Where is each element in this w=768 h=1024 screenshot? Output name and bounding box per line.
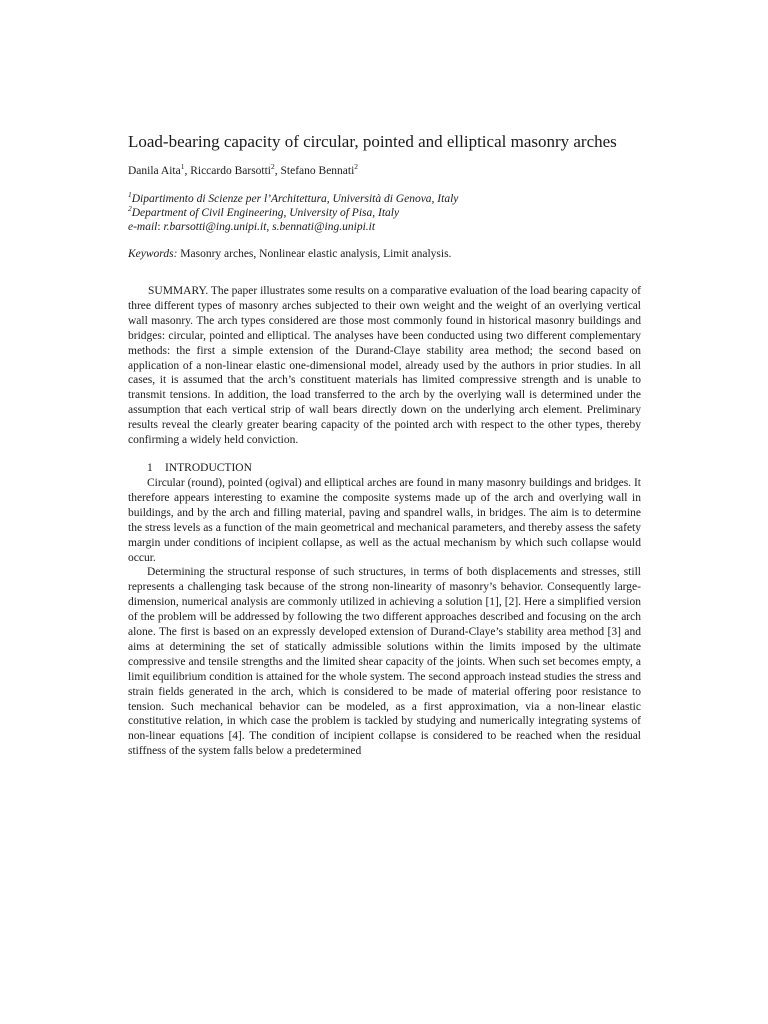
affiliation-line [128, 206, 641, 220]
author-affiliation-mark: 2 [271, 162, 275, 172]
affiliation-text: Dipartimento di Scienze per l’Architettura, Università di Genova, Italy [131, 193, 459, 205]
section-title: INTRODUCTION [165, 461, 252, 474]
section-heading [147, 461, 641, 476]
author-name: Riccardo Barsotti [190, 165, 272, 177]
summary-paragraph: SUMMARY. The paper illustrates some results on a comparative evaluation of the load bearing capacity of three different types of masonry arches subjected to their own weight and the weight of an overlying vertical wall masonry. The arch types considered are those most commonly found in historical masonry buildings and bridges: circular, pointed and elliptical. The analyses have been conducted using two different complementary methods: the first a simple extension of the Durand-Claye stability area method; the second based on application of a non-linear elastic one-dimensional model, already used by the authors in prior studies. In all cases, it is assumed that the arch’s constituent materials has limited compressive strength and is unable to transmit tensions. In addition, the load transferred to the arch by the overlying wall is determined under the assumption that each vertical strip of wall bears directly down on the underlying arch element. Preliminary results reveal the clearly greater bearing capacity of the pointed arch with respect to the other types, thereby confirming a widely held conviction. [128, 285, 641, 447]
author-list [128, 164, 641, 178]
paper-page [128, 134, 641, 759]
author-affiliation-mark: 2 [354, 162, 359, 172]
affiliation-mark: 2 [128, 204, 132, 214]
body-paragraph: Determining the structural response of such structures, in terms of both displacements and stresses, still represents a challenging task because of the strong non-linearity of masonry’s behavior. Consequently large-dimension, numerical analysis are commonly utilized in achieving a solution [1], [2]. Here a simplified version of the problem will be addressed by following the two different approaches described and focusing on the arch alone. The first is based on an expressly developed extension of Durand-Claye’s stability area method [3] and aims at determining the set of statically admissible solutions within the limits imposed by the ultimate compressive and tensile strengths and the limited shear capacity of the joints. When such set becomes empty, a limit equilibrium condition is attained for the whole system. The second approach instead studies the stress and strain fields generated in the arch, which is considered to be made of material offering poor resistance to tension. Such mechanical behavior can be modeled, as a first approximation, via a non-linear elastic constitutive relation, in which case the problem is tackled by studying and numerically integrating systems of non-linear equations [4]. The condition of incipient collapse is considered to be reached when the residual stiffness of the system falls below a predetermined [128, 566, 641, 758]
email-separator: : [157, 221, 164, 233]
author-separator: , [184, 165, 191, 177]
keywords-text: Masonry arches, Nonlinear elastic analysis, Limit analysis. [177, 248, 452, 260]
email-label: e-mail [128, 221, 158, 233]
affiliation-mark: 1 [128, 190, 132, 200]
email-addresses[interactable]: r.barsotti@ing.unipi.it, s.bennati@ing.unipi.it [163, 221, 376, 233]
body-paragraph: Circular (round), pointed (ogival) and elliptical arches are found in many masonry buildings and bridges. It therefore appears interesting to examine the composite systems made up of the arch and overlying wall in buildings, and by the arch and filling material, paving and spandrel walls, in bridges. The aim is to determine the stress levels as a function of the main geometrical and mechanical parameters, and thereby assess the safety margin under conditions of incipient collapse, as well as the actual mechanism by which such collapse would occur. [128, 476, 641, 564]
affiliation-line [128, 192, 641, 206]
author-name: Stefano Bennati [280, 165, 355, 177]
affiliation-text: Department of Civil Engineering, University of Pisa, Italy [131, 207, 400, 219]
author-separator: , [274, 165, 281, 177]
keywords-line [128, 247, 641, 261]
author-name: Danila Aita [128, 165, 181, 177]
affiliation-block [128, 192, 641, 234]
keywords-label: Keywords: [128, 248, 178, 260]
email-line [128, 220, 641, 234]
section-number: 1 [147, 461, 153, 474]
paper-title: Load-bearing capacity of circular, pointed and elliptical masonry arches [128, 132, 617, 151]
author-affiliation-mark: 1 [180, 162, 185, 172]
